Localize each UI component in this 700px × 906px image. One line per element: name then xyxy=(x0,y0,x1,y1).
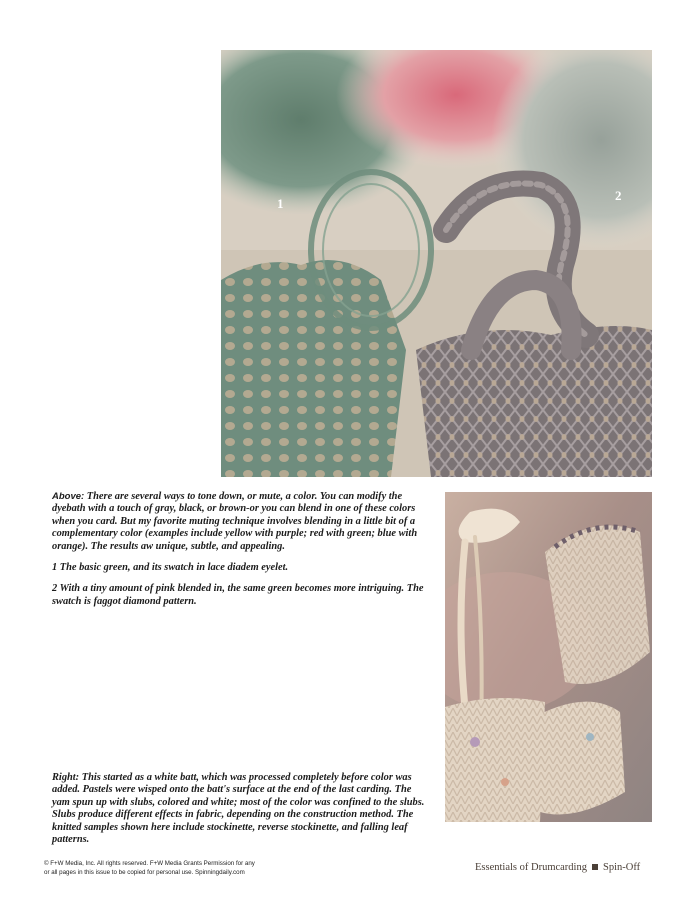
copyright-notice xyxy=(44,859,344,877)
publication-title: Essentials of Drumcarding xyxy=(475,862,587,873)
photo-slub-yarn-samples xyxy=(445,492,652,822)
caption-above-intro xyxy=(52,491,427,553)
magazine-name: Spin-Off xyxy=(602,862,641,873)
photo-fiber-swatches xyxy=(221,50,652,477)
photo-label-1: 1 xyxy=(277,196,284,211)
photo-label-2: 2 xyxy=(615,188,622,203)
caption-above-item-1: 1 The basic green, and its swatch in lace diadem eyelet. xyxy=(52,562,289,574)
square-bullet-icon xyxy=(592,864,598,870)
caption-above-lead: Above: xyxy=(52,491,85,502)
copyright-line-1: © F+W Media, Inc. All rights reserved. F+W Media Grants Permission for any xyxy=(44,860,255,867)
caption-above-item-2: 2 With a tiny amount of pink blended in, the same green becomes more intriguing. The swatch is faggot diamond pattern. xyxy=(52,583,424,607)
caption-above-body: There are several ways to tone down, or mute, a color. You can modify the dyebath with a touch of gray, black, or brown-or you can blend in one of these colors when you card. But my favorite muting technique involves blending in a little bit of a complementary color (examples include yellow with purple; red with green; blue with orange). The results aw unique, subtle, and appealing. xyxy=(52,491,418,552)
copyright-line-2: or all pages in this issue to be copied for personal use. Spinningdaily.com xyxy=(44,869,245,876)
caption-right xyxy=(52,772,427,855)
running-footer xyxy=(475,862,640,873)
caption-above xyxy=(52,491,427,617)
caption-right-text: Right: This started as a white batt, which was processed completely before color was added. Pastels were wisped onto the batt's surface at the end of the last carding. The yam spun up with slubs, colored and white; most of the color was confined to the slubs. Slubs produce different effects in fabric, depending on the construction method. The knitted samples shown here include stockinette, reverse stockinette, and falling leaf patterns. xyxy=(52,772,425,846)
